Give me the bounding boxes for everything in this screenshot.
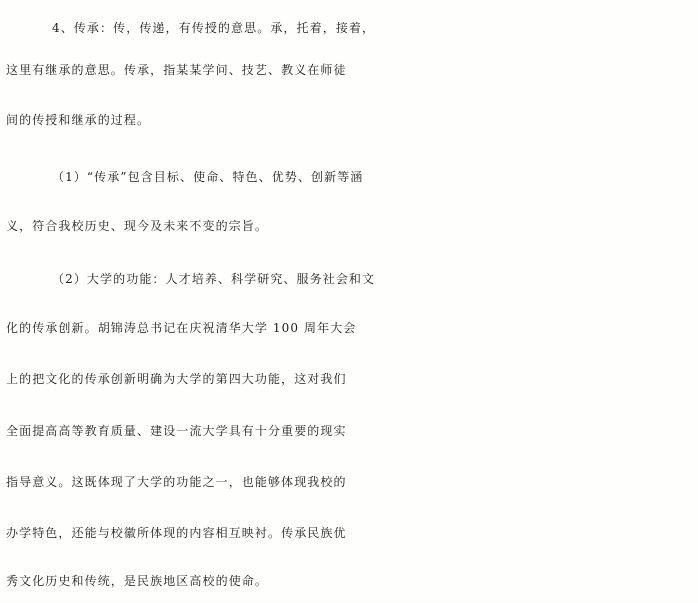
text-line-3: 间的传授和继承的过程。 bbox=[6, 113, 151, 127]
text-line-4: （1）“传承”包含目标、使命、特色、优势、创新等涵 bbox=[52, 170, 364, 184]
text-line-5: 义，符合我校历史、现今及未来不变的宗旨。 bbox=[6, 219, 269, 233]
text-line-1: 4、传承：传，传递，有传授的意思。承，托着，接着， bbox=[52, 21, 376, 35]
text-line-10: 指导意义。这既体现了大学的功能之一，也能够体现我校的 bbox=[6, 475, 347, 489]
text-line-8: 上的把文化的传承创新明确为大学的第四大功能，这对我们 bbox=[6, 372, 347, 386]
text-line-6: （2）大学的功能：人才培养、科学研究、服务社会和文 bbox=[52, 272, 376, 286]
text-line-2: 这里有继承的意思。传承，指某某学问、技艺、教义在师徒 bbox=[6, 63, 347, 77]
text-line-7: 化的传承创新。胡锦涛总书记在庆祝清华大学 100 周年大会 bbox=[6, 321, 357, 335]
text-line-12: 秀文化历史和传统，是民族地区高校的使命。 bbox=[6, 574, 269, 588]
text-line-9: 全面提高高等教育质量、建设一流大学具有十分重要的现实 bbox=[6, 424, 347, 438]
text-line-11: 办学特色，还能与校徽所体现的内容相互映衬。传承民族优 bbox=[6, 526, 347, 540]
